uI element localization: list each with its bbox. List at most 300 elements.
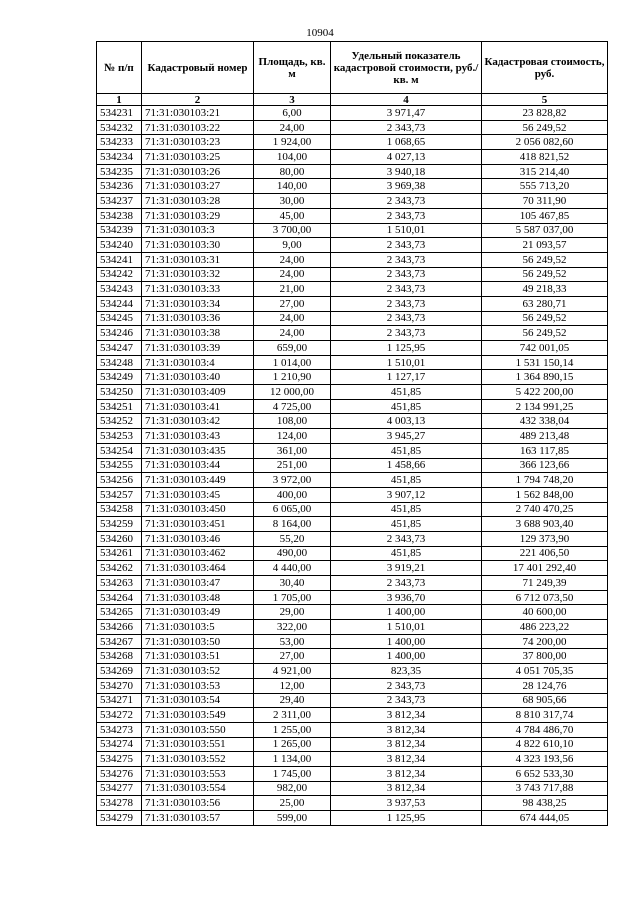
- unit-value-cell: 4 027,13: [331, 150, 482, 165]
- unit-value-cell: 451,85: [331, 385, 482, 400]
- cadastral-number-cell: 71:31:030103:45: [142, 487, 254, 502]
- unit-value-cell: 1 510,01: [331, 355, 482, 370]
- table-row: [97, 443, 608, 458]
- row-number-cell: 534233: [97, 135, 142, 150]
- table-row: [97, 238, 608, 253]
- cadastral-value-cell: 5 422 200,00: [482, 385, 608, 400]
- page-number: 10904: [306, 27, 334, 39]
- cadastral-value-cell: 23 828,82: [482, 106, 608, 121]
- unit-value-cell: 1 510,01: [331, 620, 482, 635]
- cadastral-value-cell: 221 406,50: [482, 546, 608, 561]
- cadastral-value-cell: 70 311,90: [482, 194, 608, 209]
- cadastral-value-cell: 1 364 890,15: [482, 370, 608, 385]
- cadastral-value-cell: 489 213,48: [482, 429, 608, 444]
- unit-value-cell: 451,85: [331, 546, 482, 561]
- header-unit-value: Удельный показатель кадастровой стоимости, руб./кв. м: [331, 42, 482, 94]
- cadastral-number-cell: 71:31:030103:40: [142, 370, 254, 385]
- table-row: [97, 649, 608, 664]
- table-row: [97, 252, 608, 267]
- cadastral-number-cell: 71:31:030103:36: [142, 311, 254, 326]
- table-row: [97, 811, 608, 826]
- unit-value-cell: 2 343,73: [331, 208, 482, 223]
- cadastral-value-table: [96, 41, 608, 826]
- area-cell: 1 924,00: [254, 135, 331, 150]
- area-cell: 29,40: [254, 693, 331, 708]
- cadastral-number-cell: 71:31:030103:54: [142, 693, 254, 708]
- cadastral-value-cell: 2 134 991,25: [482, 399, 608, 414]
- table-row: [97, 605, 608, 620]
- table-row: [97, 620, 608, 635]
- unit-value-cell: 3 812,34: [331, 708, 482, 723]
- cadastral-number-cell: 71:31:030103:47: [142, 576, 254, 591]
- row-number-cell: 534245: [97, 311, 142, 326]
- cadastral-value-cell: 17 401 292,40: [482, 561, 608, 576]
- cadastral-number-cell: 71:31:030103:25: [142, 150, 254, 165]
- row-number-cell: 534273: [97, 722, 142, 737]
- cadastral-number-cell: 71:31:030103:42: [142, 414, 254, 429]
- area-cell: 80,00: [254, 164, 331, 179]
- table-row: [97, 576, 608, 591]
- table-body: [97, 106, 608, 826]
- unit-value-cell: 4 003,13: [331, 414, 482, 429]
- unit-value-cell: 2 343,73: [331, 531, 482, 546]
- unit-value-cell: 2 343,73: [331, 326, 482, 341]
- row-number-cell: 534278: [97, 796, 142, 811]
- cadastral-number-cell: 71:31:030103:409: [142, 385, 254, 400]
- area-cell: 1 255,00: [254, 722, 331, 737]
- table-row: [97, 120, 608, 135]
- table-row: [97, 370, 608, 385]
- area-cell: 1 014,00: [254, 355, 331, 370]
- area-cell: 490,00: [254, 546, 331, 561]
- row-number-cell: 534231: [97, 106, 142, 121]
- table-row: [97, 796, 608, 811]
- area-cell: 4 921,00: [254, 664, 331, 679]
- cadastral-number-cell: 71:31:030103:49: [142, 605, 254, 620]
- row-number-cell: 534248: [97, 355, 142, 370]
- table-row: [97, 531, 608, 546]
- cadastral-number-cell: 71:31:030103:44: [142, 458, 254, 473]
- cadastral-value-cell: 366 123,66: [482, 458, 608, 473]
- cadastral-number-cell: 71:31:030103:50: [142, 634, 254, 649]
- cadastral-value-cell: 418 821,52: [482, 150, 608, 165]
- area-cell: 55,20: [254, 531, 331, 546]
- area-cell: 27,00: [254, 649, 331, 664]
- cadastral-number-cell: 71:31:030103:38: [142, 326, 254, 341]
- cadastral-value-cell: 37 800,00: [482, 649, 608, 664]
- area-cell: 1 745,00: [254, 766, 331, 781]
- cadastral-value-cell: 28 124,76: [482, 678, 608, 693]
- cadastral-value-cell: 432 338,04: [482, 414, 608, 429]
- unit-value-cell: 1 510,01: [331, 223, 482, 238]
- cadastral-number-cell: 71:31:030103:551: [142, 737, 254, 752]
- cadastral-number-cell: 71:31:030103:550: [142, 722, 254, 737]
- cadastral-number-cell: 71:31:030103:450: [142, 502, 254, 517]
- cadastral-value-cell: 1 794 748,20: [482, 473, 608, 488]
- table-row: [97, 781, 608, 796]
- cadastral-number-cell: 71:31:030103:3: [142, 223, 254, 238]
- cadastral-number-cell: 71:31:030103:51: [142, 649, 254, 664]
- cadastral-value-cell: 56 249,52: [482, 267, 608, 282]
- area-cell: 9,00: [254, 238, 331, 253]
- area-cell: 361,00: [254, 443, 331, 458]
- row-number-cell: 534267: [97, 634, 142, 649]
- area-cell: 12,00: [254, 678, 331, 693]
- row-number-cell: 534265: [97, 605, 142, 620]
- row-number-cell: 534266: [97, 620, 142, 635]
- area-cell: 27,00: [254, 296, 331, 311]
- cadastral-number-cell: 71:31:030103:57: [142, 811, 254, 826]
- cadastral-value-cell: 555 713,20: [482, 179, 608, 194]
- row-number-cell: 534250: [97, 385, 142, 400]
- cadastral-number-cell: 71:31:030103:30: [142, 238, 254, 253]
- cadastral-value-cell: 6 652 533,30: [482, 766, 608, 781]
- column-number: 1: [97, 94, 142, 106]
- cadastral-value-cell: 98 438,25: [482, 796, 608, 811]
- area-cell: 25,00: [254, 796, 331, 811]
- unit-value-cell: 2 343,73: [331, 282, 482, 297]
- unit-value-cell: 3 937,53: [331, 796, 482, 811]
- table-row: [97, 282, 608, 297]
- table-row: [97, 296, 608, 311]
- header-cadastral-number: Кадастровый номер: [142, 42, 254, 94]
- row-number-cell: 534277: [97, 781, 142, 796]
- row-number-cell: 534258: [97, 502, 142, 517]
- row-number-cell: 534252: [97, 414, 142, 429]
- area-cell: 982,00: [254, 781, 331, 796]
- unit-value-cell: 451,85: [331, 473, 482, 488]
- unit-value-cell: 1 400,00: [331, 634, 482, 649]
- cadastral-value-cell: 71 249,39: [482, 576, 608, 591]
- area-cell: 21,00: [254, 282, 331, 297]
- cadastral-number-cell: 71:31:030103:29: [142, 208, 254, 223]
- area-cell: 30,40: [254, 576, 331, 591]
- cadastral-number-cell: 71:31:030103:34: [142, 296, 254, 311]
- cadastral-number-cell: 71:31:030103:553: [142, 766, 254, 781]
- table-row: [97, 487, 608, 502]
- row-number-cell: 534275: [97, 752, 142, 767]
- table-row: [97, 590, 608, 605]
- unit-value-cell: 1 400,00: [331, 605, 482, 620]
- unit-value-cell: 3 812,34: [331, 752, 482, 767]
- row-number-cell: 534274: [97, 737, 142, 752]
- table-row: [97, 223, 608, 238]
- area-cell: 104,00: [254, 150, 331, 165]
- table-row: [97, 561, 608, 576]
- cadastral-number-cell: 71:31:030103:39: [142, 341, 254, 356]
- area-cell: 12 000,00: [254, 385, 331, 400]
- area-cell: 24,00: [254, 311, 331, 326]
- cadastral-number-cell: 71:31:030103:56: [142, 796, 254, 811]
- unit-value-cell: 3 812,34: [331, 781, 482, 796]
- row-number-cell: 534244: [97, 296, 142, 311]
- row-number-cell: 534237: [97, 194, 142, 209]
- row-number-cell: 534279: [97, 811, 142, 826]
- cadastral-number-cell: 71:31:030103:46: [142, 531, 254, 546]
- area-cell: 322,00: [254, 620, 331, 635]
- cadastral-value-cell: 56 249,52: [482, 311, 608, 326]
- header-cadastral-value: Кадастровая стоимость, руб.: [482, 42, 608, 94]
- row-number-cell: 534238: [97, 208, 142, 223]
- table-row: [97, 752, 608, 767]
- unit-value-cell: 3 936,70: [331, 590, 482, 605]
- table-row: [97, 164, 608, 179]
- unit-value-cell: 2 343,73: [331, 296, 482, 311]
- unit-value-cell: 1 125,95: [331, 811, 482, 826]
- unit-value-cell: 823,35: [331, 664, 482, 679]
- area-cell: 251,00: [254, 458, 331, 473]
- cadastral-value-cell: 3 688 903,40: [482, 517, 608, 532]
- row-number-cell: 534276: [97, 766, 142, 781]
- cadastral-number-cell: 71:31:030103:28: [142, 194, 254, 209]
- row-number-cell: 534240: [97, 238, 142, 253]
- header-area: Площадь, кв. м: [254, 42, 331, 94]
- area-cell: 400,00: [254, 487, 331, 502]
- table-row: [97, 737, 608, 752]
- cadastral-number-cell: 71:31:030103:549: [142, 708, 254, 723]
- unit-value-cell: 2 343,73: [331, 194, 482, 209]
- cadastral-number-cell: 71:31:030103:41: [142, 399, 254, 414]
- unit-value-cell: 2 343,73: [331, 120, 482, 135]
- cadastral-number-cell: 71:31:030103:43: [142, 429, 254, 444]
- unit-value-cell: 3 907,12: [331, 487, 482, 502]
- row-number-cell: 534249: [97, 370, 142, 385]
- area-cell: 45,00: [254, 208, 331, 223]
- cadastral-value-cell: 4 323 193,56: [482, 752, 608, 767]
- table-row: [97, 267, 608, 282]
- area-cell: 24,00: [254, 267, 331, 282]
- table-row: [97, 326, 608, 341]
- cadastral-number-cell: 71:31:030103:451: [142, 517, 254, 532]
- table-row: [97, 458, 608, 473]
- table-row: [97, 150, 608, 165]
- unit-value-cell: 3 812,34: [331, 766, 482, 781]
- unit-value-cell: 2 343,73: [331, 678, 482, 693]
- row-number-cell: 534270: [97, 678, 142, 693]
- table-row: [97, 473, 608, 488]
- cadastral-value-cell: 56 249,52: [482, 120, 608, 135]
- row-number-cell: 534269: [97, 664, 142, 679]
- cadastral-value-cell: 315 214,40: [482, 164, 608, 179]
- table-row: [97, 429, 608, 444]
- cadastral-number-cell: 71:31:030103:5: [142, 620, 254, 635]
- area-cell: 659,00: [254, 341, 331, 356]
- cadastral-value-cell: 5 587 037,00: [482, 223, 608, 238]
- cadastral-value-cell: 4 822 610,10: [482, 737, 608, 752]
- unit-value-cell: 2 343,73: [331, 311, 482, 326]
- cadastral-number-cell: 71:31:030103:462: [142, 546, 254, 561]
- table-row: [97, 766, 608, 781]
- row-number-cell: 534235: [97, 164, 142, 179]
- table-row: [97, 502, 608, 517]
- cadastral-value-cell: 21 093,57: [482, 238, 608, 253]
- cadastral-value-cell: 486 223,22: [482, 620, 608, 635]
- row-number-cell: 534262: [97, 561, 142, 576]
- cadastral-number-cell: 71:31:030103:53: [142, 678, 254, 693]
- cadastral-number-cell: 71:31:030103:26: [142, 164, 254, 179]
- row-number-cell: 534246: [97, 326, 142, 341]
- row-number-cell: 534268: [97, 649, 142, 664]
- unit-value-cell: 2 343,73: [331, 252, 482, 267]
- cadastral-number-cell: 71:31:030103:23: [142, 135, 254, 150]
- cadastral-value-cell: 2 740 470,25: [482, 502, 608, 517]
- row-number-cell: 534272: [97, 708, 142, 723]
- unit-value-cell: 1 068,65: [331, 135, 482, 150]
- table-row: [97, 678, 608, 693]
- cadastral-value-cell: 2 056 082,60: [482, 135, 608, 150]
- area-cell: 1 265,00: [254, 737, 331, 752]
- table-header-row: [97, 42, 608, 94]
- unit-value-cell: 451,85: [331, 502, 482, 517]
- unit-value-cell: 2 343,73: [331, 576, 482, 591]
- area-cell: 1 134,00: [254, 752, 331, 767]
- column-number: 4: [331, 94, 482, 106]
- row-number-cell: 534241: [97, 252, 142, 267]
- area-cell: 140,00: [254, 179, 331, 194]
- table-row: [97, 664, 608, 679]
- cadastral-value-cell: 1 531 150,14: [482, 355, 608, 370]
- column-number: 5: [482, 94, 608, 106]
- row-number-cell: 534243: [97, 282, 142, 297]
- cadastral-value-cell: 1 562 848,00: [482, 487, 608, 502]
- cadastral-number-cell: 71:31:030103:435: [142, 443, 254, 458]
- table-row: [97, 341, 608, 356]
- area-cell: 29,00: [254, 605, 331, 620]
- table-row: [97, 546, 608, 561]
- cadastral-number-cell: 71:31:030103:52: [142, 664, 254, 679]
- unit-value-cell: 451,85: [331, 443, 482, 458]
- cadastral-number-cell: 71:31:030103:48: [142, 590, 254, 605]
- row-number-cell: 534253: [97, 429, 142, 444]
- unit-value-cell: 3 812,34: [331, 722, 482, 737]
- unit-value-cell: 2 343,73: [331, 693, 482, 708]
- table-row: [97, 135, 608, 150]
- area-cell: 30,00: [254, 194, 331, 209]
- row-number-cell: 534256: [97, 473, 142, 488]
- area-cell: 4 440,00: [254, 561, 331, 576]
- table-row: [97, 634, 608, 649]
- cadastral-value-cell: 742 001,05: [482, 341, 608, 356]
- row-number-cell: 534263: [97, 576, 142, 591]
- cadastral-value-cell: 56 249,52: [482, 252, 608, 267]
- area-cell: 53,00: [254, 634, 331, 649]
- table-row: [97, 517, 608, 532]
- row-number-cell: 534251: [97, 399, 142, 414]
- area-cell: 3 700,00: [254, 223, 331, 238]
- unit-value-cell: 3 971,47: [331, 106, 482, 121]
- unit-value-cell: 1 125,95: [331, 341, 482, 356]
- cadastral-number-cell: 71:31:030103:552: [142, 752, 254, 767]
- row-number-cell: 534254: [97, 443, 142, 458]
- unit-value-cell: 2 343,73: [331, 238, 482, 253]
- header-row-number: № п/п: [97, 42, 142, 94]
- area-cell: 6 065,00: [254, 502, 331, 517]
- cadastral-number-cell: 71:31:030103:33: [142, 282, 254, 297]
- cadastral-value-cell: 129 373,90: [482, 531, 608, 546]
- unit-value-cell: 3 940,18: [331, 164, 482, 179]
- cadastral-value-cell: 8 810 317,74: [482, 708, 608, 723]
- area-cell: 4 725,00: [254, 399, 331, 414]
- table-row: [97, 106, 608, 121]
- cadastral-value-cell: 63 280,71: [482, 296, 608, 311]
- area-cell: 1 705,00: [254, 590, 331, 605]
- cadastral-value-cell: 40 600,00: [482, 605, 608, 620]
- unit-value-cell: 1 458,66: [331, 458, 482, 473]
- unit-value-cell: 3 945,27: [331, 429, 482, 444]
- row-number-cell: 534234: [97, 150, 142, 165]
- unit-value-cell: 2 343,73: [331, 267, 482, 282]
- area-cell: 6,00: [254, 106, 331, 121]
- area-cell: 1 210,90: [254, 370, 331, 385]
- unit-value-cell: 3 969,38: [331, 179, 482, 194]
- cadastral-value-cell: 3 743 717,88: [482, 781, 608, 796]
- table-row: [97, 414, 608, 429]
- row-number-cell: 534255: [97, 458, 142, 473]
- row-number-cell: 534257: [97, 487, 142, 502]
- table-row: [97, 399, 608, 414]
- cadastral-value-cell: 105 467,85: [482, 208, 608, 223]
- cadastral-number-cell: 71:31:030103:554: [142, 781, 254, 796]
- cadastral-number-cell: 71:31:030103:31: [142, 252, 254, 267]
- column-number: 2: [142, 94, 254, 106]
- cadastral-value-cell: 56 249,52: [482, 326, 608, 341]
- cadastral-number-cell: 71:31:030103:4: [142, 355, 254, 370]
- table-row: [97, 693, 608, 708]
- area-cell: 108,00: [254, 414, 331, 429]
- table-row: [97, 194, 608, 209]
- cadastral-value-cell: 68 905,66: [482, 693, 608, 708]
- area-cell: 2 311,00: [254, 708, 331, 723]
- unit-value-cell: 1 400,00: [331, 649, 482, 664]
- table-row: [97, 311, 608, 326]
- area-cell: 599,00: [254, 811, 331, 826]
- row-number-cell: 534239: [97, 223, 142, 238]
- unit-value-cell: 451,85: [331, 399, 482, 414]
- area-cell: 124,00: [254, 429, 331, 444]
- cadastral-number-cell: 71:31:030103:32: [142, 267, 254, 282]
- cadastral-value-cell: 6 712 073,50: [482, 590, 608, 605]
- row-number-cell: 534242: [97, 267, 142, 282]
- cadastral-number-cell: 71:31:030103:464: [142, 561, 254, 576]
- row-number-cell: 534260: [97, 531, 142, 546]
- area-cell: 24,00: [254, 120, 331, 135]
- cadastral-value-cell: 4 784 486,70: [482, 722, 608, 737]
- cadastral-number-cell: 71:31:030103:22: [142, 120, 254, 135]
- area-cell: 24,00: [254, 326, 331, 341]
- table-row: [97, 385, 608, 400]
- row-number-cell: 534259: [97, 517, 142, 532]
- unit-value-cell: 451,85: [331, 517, 482, 532]
- cadastral-value-cell: 49 218,33: [482, 282, 608, 297]
- cadastral-number-cell: 71:31:030103:21: [142, 106, 254, 121]
- area-cell: 24,00: [254, 252, 331, 267]
- unit-value-cell: 3 812,34: [331, 737, 482, 752]
- row-number-cell: 534232: [97, 120, 142, 135]
- table-row: [97, 708, 608, 723]
- table-row: [97, 355, 608, 370]
- table-row: [97, 179, 608, 194]
- table-row: [97, 208, 608, 223]
- cadastral-number-cell: 71:31:030103:449: [142, 473, 254, 488]
- column-number: 3: [254, 94, 331, 106]
- row-number-cell: 534236: [97, 179, 142, 194]
- row-number-cell: 534264: [97, 590, 142, 605]
- row-number-cell: 534247: [97, 341, 142, 356]
- cadastral-number-cell: 71:31:030103:27: [142, 179, 254, 194]
- cadastral-value-cell: 74 200,00: [482, 634, 608, 649]
- cadastral-value-cell: 4 051 705,35: [482, 664, 608, 679]
- table-row: [97, 722, 608, 737]
